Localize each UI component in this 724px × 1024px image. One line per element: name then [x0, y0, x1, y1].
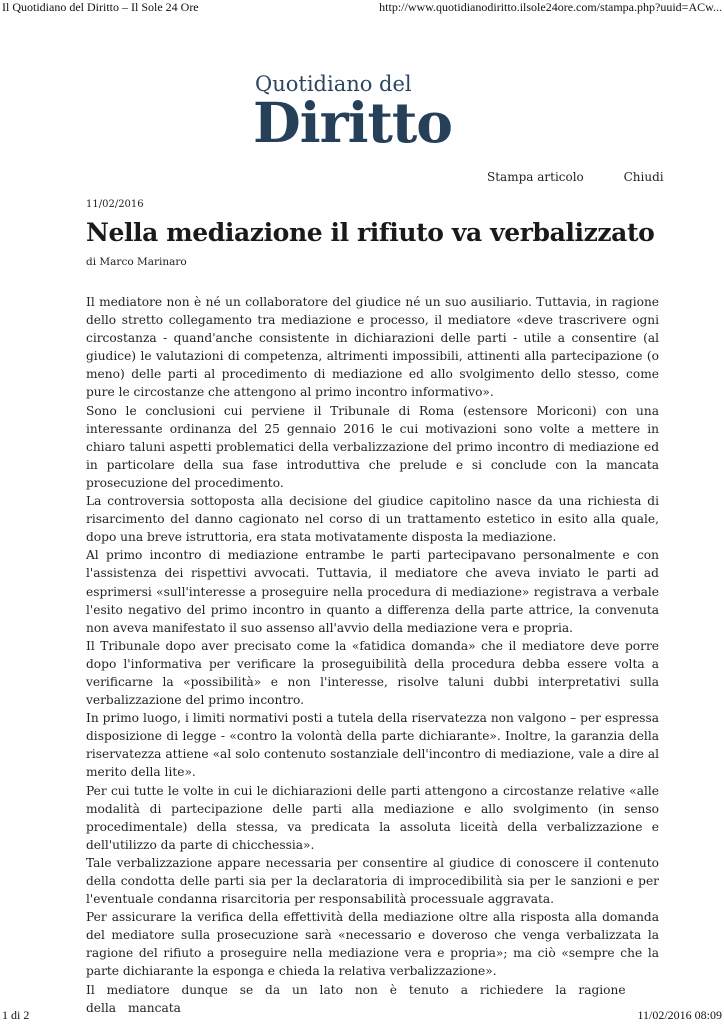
site-logo[interactable]: [253, 72, 473, 162]
logo-line-2: Diritto: [253, 90, 452, 155]
page-count: 1 di 2: [2, 1008, 30, 1022]
article-body: [86, 293, 659, 1017]
logo-line-1: Quotidiano del: [255, 72, 412, 96]
article-author: di Marco Marinaro: [86, 256, 187, 268]
article-paragraph: Tale verbalizzazione appare necessaria per consentire al giudice di conoscere il contenuto della condotta delle parti sia per la declaratoria di improcedibilità sia per le sanzioni e per l'eventuale condanna risarcitoria per responsabilità processuale aggravata.: [86, 855, 659, 907]
article-paragraph: Il mediatore non è né un collaboratore del giudice né un suo ausiliario. Tuttavia, in ragione dello stretto collegamento tra mediazione e processo, il mediatore «deve trascrivere ogni circostanza - quand'anche consistente in dichiarazioni delle parti - utile a consentire (al giudice) le valutazioni di competenza, altrimenti impossibili, attinenti alla partecipazione (o meno) delle parti al procedimento di mediazione ed allo svolgimento dello stesso, come pure le circostanze che attengono al primo incontro informativo».: [86, 295, 659, 400]
article-title: Nella mediazione il rifiuto va verbalizzato: [86, 218, 655, 247]
article-paragraph: Sono le conclusioni cui perviene il Tribunale di Roma (estensore Moriconi) con una interessante ordinanza del 25 gennaio 2016 le cui motivazioni sono volte a mettere in chiaro taluni aspetti problematici della verbalizzazione del primo incontro di mediazione ed in particolare della sua fase introduttiva che prelude e si conclude con la mancata prosecuzione del procedimento.: [86, 403, 659, 490]
page-title: Il Quotidiano del Diritto – Il Sole 24 Ore: [2, 0, 199, 14]
article-paragraph: La controversia sottoposta alla decisione del giudice capitolino nasce da una richiesta di risarcimento del danno cagionato nel corso di un trattamento estetico in esito alla quale, dopo una breve istruttoria, era stata motivatamente disposta la mediazione.: [86, 494, 659, 545]
article-date: 11/02/2016: [86, 199, 144, 210]
article-paragraph: Al primo incontro di mediazione entrambe le parti partecipavano personalmente e con l'assistenza dei rispettivi avvocati. Tuttavia, il mediatore che aveva inviato le parti ad esprimersi «sull'interesse a proseguire nella procedura di mediazione» registrava a verbale l'esito negativo del primo incontro in quanto a differenza della parte attrice, la convenuta non aveva manifestato il suo assenso all'avvio della mediazione vera e propria.: [86, 548, 659, 635]
browser-print-header: [0, 0, 724, 16]
browser-print-footer: [0, 1008, 724, 1024]
article-actions: [487, 170, 664, 184]
article-paragraph: Il mediatore dunque se da un lato non è tenuto a richiedere la ragione della mancata: [86, 982, 626, 1015]
print-article-button[interactable]: Stampa articolo: [487, 170, 584, 184]
print-datetime: 11/02/2016 08:09: [637, 1008, 722, 1022]
close-button[interactable]: Chiudi: [623, 170, 664, 184]
article-paragraph: Per assicurare la verifica della effettività della mediazione oltre alla risposta alla domanda del mediatore sulla prosecuzione sarà «necessario e doveroso che venga verbalizzata la ragione del rifiuto a proseguire nella mediazione vera e propria»; ma ciò «sempre che la parte dichiarante la esponga e chieda la relativa verbalizzazione».: [86, 910, 659, 979]
article-paragraph: Per cui tutte le volte in cui le dichiarazioni delle parti attengono a circostanze relative «alle modalità di partecipazione delle parti alla mediazione e allo svolgimento (in senso procedimentale) della stessa, va predicata la assoluta liceità della verbalizzazione e dell'utilizzo da parte di chicchessia».: [86, 783, 659, 852]
article-paragraph: Il Tribunale dopo aver precisato come la «fatidica domanda» che il mediatore deve porre dopo l'informativa per verificare la proseguibilità della procedura debba essere volta a verificarne la «possibilità» e non l'interesse, risolve taluni dubbi interpretativi sulla verbalizzazione del primo incontro.: [86, 638, 659, 708]
article-paragraph: In primo luogo, i limiti normativi posti a tutela della riservatezza non valgono – per espressa disposizione di legge - «contro la volontà della parte dichiarante». Inoltre, la garanzia della riservatezza attiene «al solo contenuto sostanziale dell'incontro di mediazione, vale a dire al merito della lite».: [86, 711, 659, 780]
page-url: http://www.quotidianodiritto.ilsole24ore.com/stampa.php?uuid=ACw...: [379, 0, 722, 14]
